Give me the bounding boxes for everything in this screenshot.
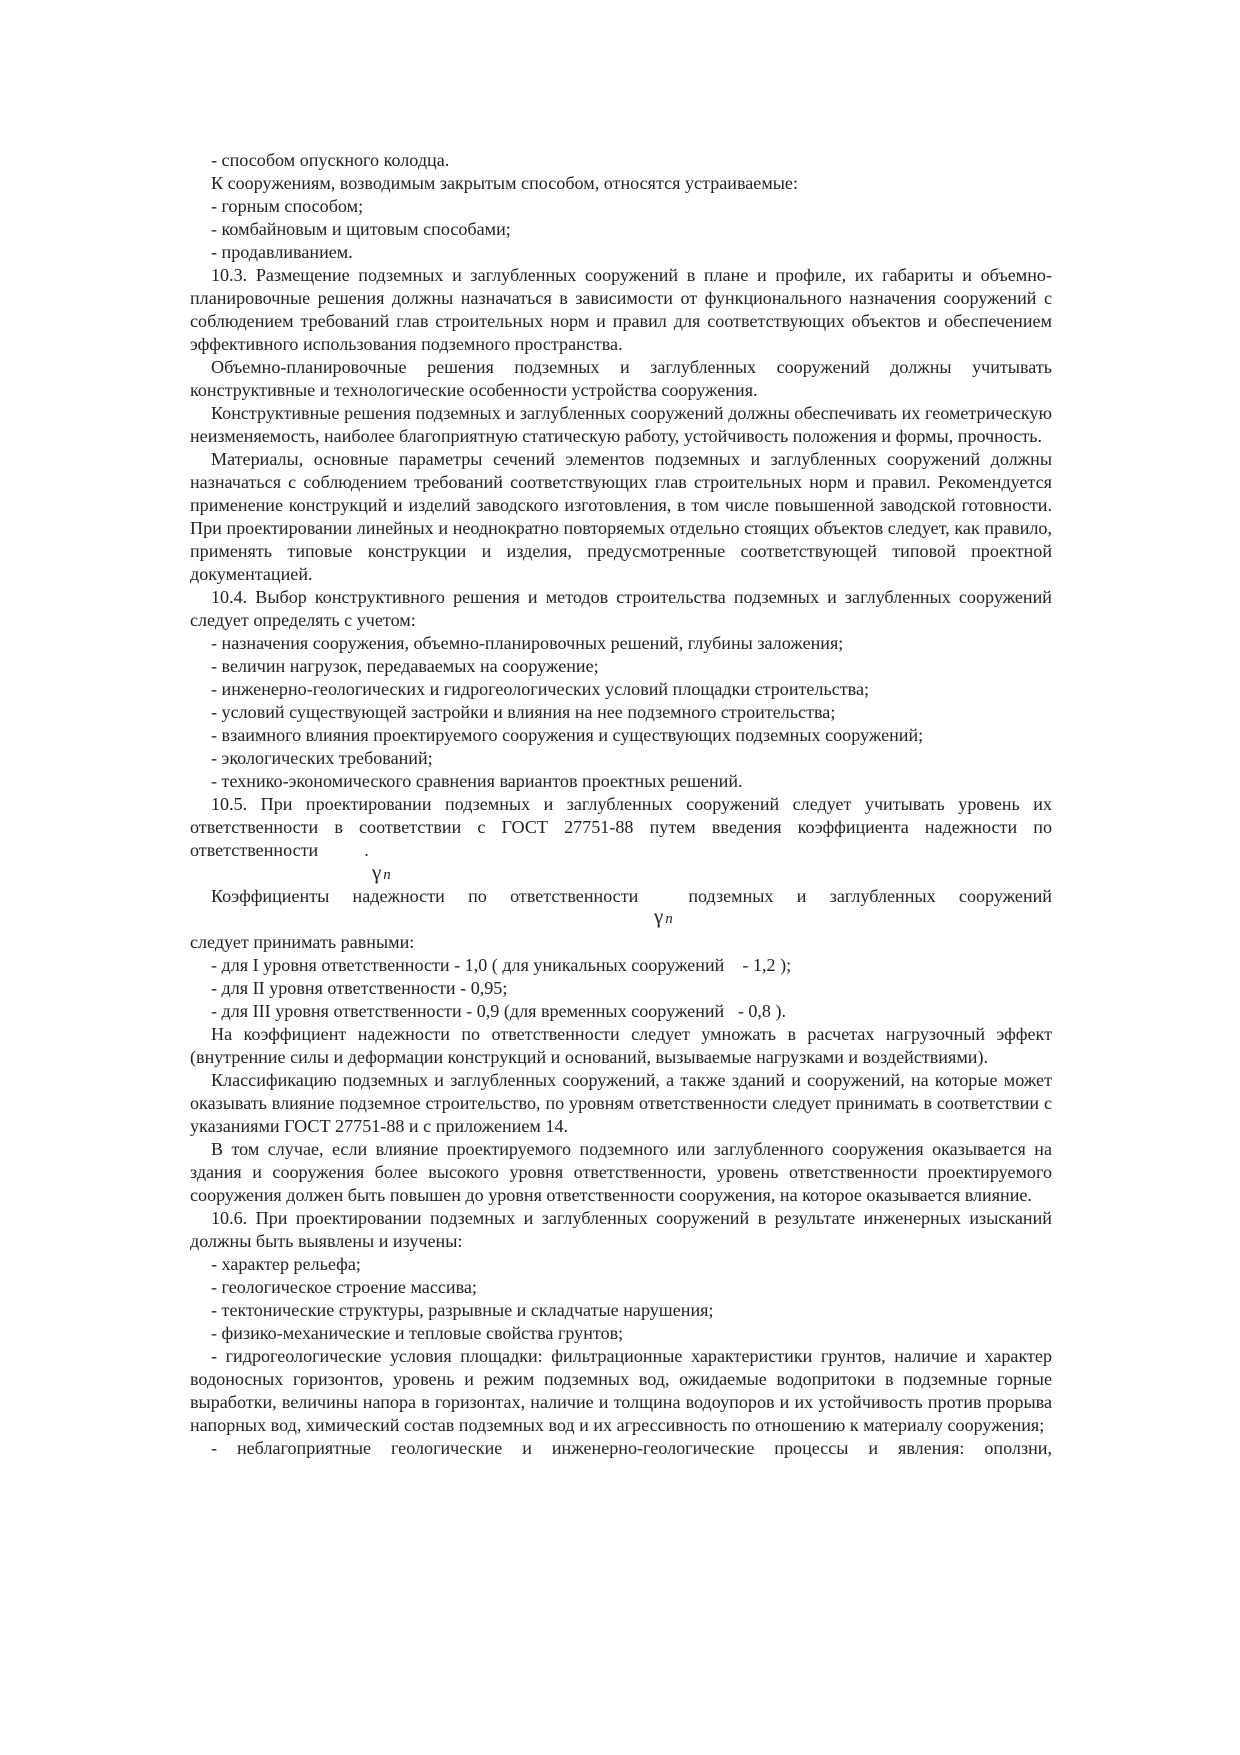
paragraph: следует принимать равными: (190, 932, 415, 952)
paragraph: - способом опускного колодца. (211, 150, 450, 170)
paragraph-text: 10.5. При проектировании подземных и заглубленных сооружений следует учитывать уровень их ответственности в соответствии с ГОСТ 27751-88 путем введения коэффициента надежности по ответственности (190, 794, 1052, 860)
paragraph: - технико-экономического сравнения вариантов проектных решений. (211, 771, 743, 791)
paragraph: - инженерно-геологических и гидрогеологических условий площадки строительства; (211, 679, 870, 699)
paragraph: - условий существующей застройки и влияния на нее подземного строительства; (211, 702, 836, 722)
formula-paragraph-10-5 (190, 793, 1052, 885)
paragraph: - для I уровня ответственности - 1,0 ( для уникальных сооружений - 1,2 ); (211, 955, 792, 975)
paragraph: - комбайновым и щитовым способами; (211, 219, 511, 239)
paragraph: Конструктивные решения подземных и заглубленных сооружений должны обеспечивать их геометрическую неизменяемость, наиболее благоприятную статическую работу, устойчивость положения и формы, прочность. (190, 403, 1052, 446)
paragraph: Коэффициенты надежности по ответственности подземных и заглубленных сооружений (211, 886, 1052, 906)
paragraph: - взаимного влияния проектируемого сооружения и существующих подземных сооружений; (211, 725, 924, 745)
paragraph: - для III уровня ответственности - 0,9 (для временных сооружений - 0,8 ). (211, 1001, 787, 1021)
paragraph: - величин нагрузок, передаваемых на сооружение; (211, 656, 599, 676)
paragraph: 10.3. Размещение подземных и заглубленных сооружений в плане и профиле, их габариты и объемно-планировочные решения должны назначаться в зависимости от функционального назначения сооружений с соблюдением требований глав строительных норм и правил для соответствующих объектов и обеспечением эффективного использования подземного пространства. (190, 265, 1052, 354)
paragraph: 10.4. Выбор конструктивного решения и методов строительства подземных и заглубленных сооружений следует определять с учетом: (190, 587, 1052, 630)
formula-paragraph-coefficients (190, 885, 1052, 931)
paragraph: В том случае, если влияние проектируемого подземного или заглубленного сооружения оказывается на здания и сооружения более высокого уровня ответственности, уровень ответственности проектируемого сооружения должен быть повышен до уровня ответственности сооружения, на которое оказывается влияние. (190, 1139, 1052, 1205)
gamma-n-formula: γ n (654, 904, 673, 928)
paragraph: Объемно-планировочные решения подземных и заглубленных сооружений должны учитывать конструктивные и технологические особенности устройства сооружения. (190, 357, 1052, 400)
paragraph: Материалы, основные параметры сечений элементов подземных и заглубленных сооружений должны назначаться с соблюдением требований соответствующих глав строительных норм и правил. Рекомендуется применение конструкций и изделий заводского изготовления, в том числе повышенной заводской готовности. При проектировании линейных и неоднократно повторяемых отдельно стоящих объектов следует, как правило, применять типовые конструкции и изделия, предусмотренные соответствующей типовой проектной документацией. (190, 449, 1052, 584)
paragraph: Классификацию подземных и заглубленных сооружений, а также зданий и сооружений, на которые может оказывать влияние подземное строительство, по уровням ответственности следует принимать в соответствии с указаниями ГОСТ 27751-88 и с приложением 14. (190, 1070, 1052, 1136)
paragraph: 10.6. При проектировании подземных и заглубленных сооружений в результате инженерных изысканий должны быть выявлены и изучены: (190, 1208, 1052, 1251)
paragraph (190, 793, 1052, 862)
paragraph: - гидрогеологические условия площадки: фильтрационные характеристики грунтов, наличие и характер водоносных горизонтов, уровень и режим подземных вод, ожидаемые водопритоки в подземные горные выработки, величины напора в горизонтах, наличие и толщина водоупоров и их устойчивость против прорыва напорных вод, химический состав подземных вод и их агрессивность по отношению к материалу сооружения; (190, 1346, 1052, 1435)
paragraph: - горным способом; (211, 196, 364, 216)
paragraph: - тектонические структуры, разрывные и складчатые нарушения; (211, 1300, 714, 1320)
paragraph: К сооружениям, возводимым закрытым способом, относятся устраиваемые: (211, 173, 798, 193)
paragraph: - для II уровня ответственности - 0,95; (211, 978, 508, 998)
paragraph: - физико-механические и тепловые свойства грунтов; (211, 1323, 624, 1343)
paragraph: - геологическое строение массива; (211, 1277, 477, 1297)
paragraph: - продавливанием. (211, 242, 353, 262)
paragraph: - назначения сооружения, объемно-планировочных решений, глубины заложения; (211, 633, 844, 653)
document-page (190, 149, 1052, 1460)
paragraph: - экологических требований; (211, 748, 433, 768)
paragraph: - неблагоприятные геологические и инженерно-геологические процессы и явления: оползни, (211, 1438, 1052, 1458)
paragraph: - характер рельефа; (211, 1254, 361, 1274)
paragraph-end: . (364, 840, 369, 860)
paragraph: На коэффициент надежности по ответственности следует умножать в расчетах нагрузочный эффект (внутренние силы и деформации конструкций и оснований, вызываемые нагрузками и воздействиями). (190, 1024, 1052, 1067)
gamma-n-formula: γ n (372, 860, 391, 884)
